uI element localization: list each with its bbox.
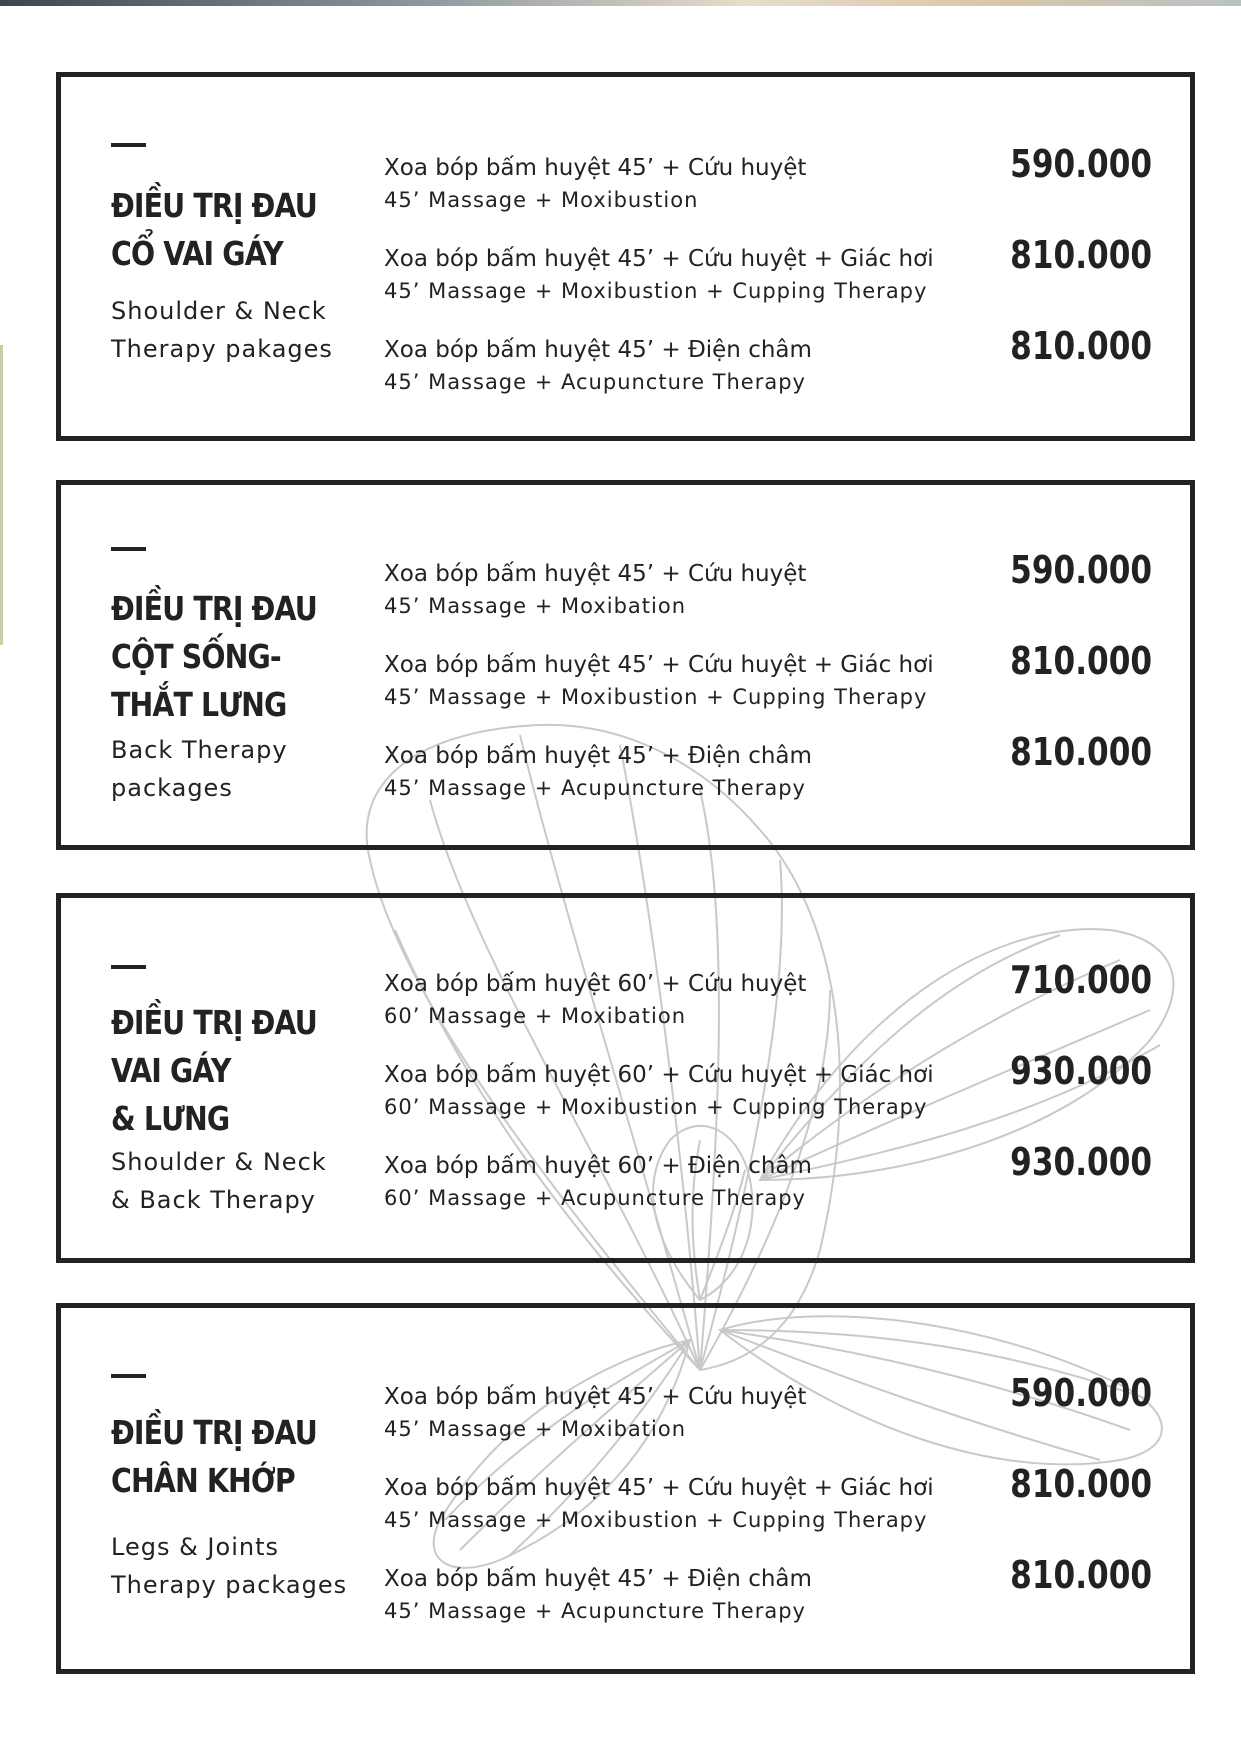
service-name-en: 45’ Massage + Acupuncture Therapy — [384, 370, 806, 394]
service-name-vn: Xoa bóp bấm huyệt 45’ + Điện châm — [384, 743, 812, 769]
service-price: 810.000 — [1010, 730, 1152, 774]
section-subtitle: Back Therapy packages — [111, 736, 288, 802]
service-item — [384, 1371, 1164, 1451]
service-name-vn: Xoa bóp bấm huyệt 45’ + Cứu huyệt + Giác hơi — [384, 1475, 934, 1501]
service-name-vn: Xoa bóp bấm huyệt 45’ + Điện châm — [384, 1566, 812, 1592]
service-item — [384, 639, 1164, 719]
service-name-en: 60’ Massage + Moxibation — [384, 1004, 687, 1028]
service-name-en: 60’ Massage + Moxibustion + Cupping Therapy — [384, 1095, 928, 1119]
section-title: ĐIỀU TRỊ ĐAU CỘT SỐNG- THẮT LƯNG — [111, 589, 317, 724]
package-panel-back — [56, 480, 1195, 850]
service-name-en: 45’ Massage + Moxibation — [384, 1417, 687, 1441]
service-name-vn: Xoa bóp bấm huyệt 60’ + Cứu huyệt — [384, 971, 807, 997]
service-item — [384, 1049, 1164, 1129]
package-panel-legs-joints — [56, 1303, 1195, 1674]
package-panel-shoulder-back — [56, 893, 1195, 1263]
service-price: 590.000 — [1010, 548, 1152, 592]
service-item — [384, 730, 1164, 810]
service-price: 930.000 — [1010, 1049, 1152, 1093]
section-title: ĐIỀU TRỊ ĐAU CHÂN KHỚP — [111, 1413, 317, 1500]
service-item — [384, 1462, 1164, 1542]
service-price: 930.000 — [1010, 1140, 1152, 1184]
service-price: 590.000 — [1010, 142, 1152, 186]
section-subtitle: Shoulder & Neck Therapy pakages — [111, 297, 333, 363]
section-dash — [111, 143, 146, 147]
service-name-en: 45’ Massage + Moxibustion + Cupping Therapy — [384, 1508, 928, 1532]
top-photo-strip — [0, 0, 1241, 6]
service-name-vn: Xoa bóp bấm huyệt 45’ + Cứu huyệt + Giác hơi — [384, 246, 934, 272]
service-name-vn: Xoa bóp bấm huyệt 45’ + Điện châm — [384, 337, 812, 363]
side-accent-bar — [0, 345, 3, 645]
service-item — [384, 958, 1164, 1038]
service-price: 810.000 — [1010, 324, 1152, 368]
service-name-en: 45’ Massage + Moxibustion + Cupping Therapy — [384, 685, 928, 709]
service-item — [384, 142, 1164, 222]
section-subtitle: Legs & Joints Therapy packages — [111, 1533, 348, 1599]
service-name-vn: Xoa bóp bấm huyệt 45’ + Cứu huyệt — [384, 155, 807, 181]
service-name-vn: Xoa bóp bấm huyệt 45’ + Cứu huyệt — [384, 1384, 807, 1410]
service-name-en: 45’ Massage + Moxibustion — [384, 188, 699, 212]
section-dash — [111, 965, 146, 969]
package-panel-neck-shoulder — [56, 72, 1195, 441]
service-price: 810.000 — [1010, 1462, 1152, 1506]
service-price: 810.000 — [1010, 233, 1152, 277]
section-title: ĐIỀU TRỊ ĐAU VAI GÁY & LƯNG — [111, 1003, 317, 1138]
service-price: 710.000 — [1010, 958, 1152, 1002]
service-item — [384, 324, 1164, 404]
service-name-vn: Xoa bóp bấm huyệt 45’ + Cứu huyệt + Giác hơi — [384, 652, 934, 678]
service-name-vn: Xoa bóp bấm huyệt 45’ + Cứu huyệt — [384, 561, 807, 587]
section-subtitle: Shoulder & Neck & Back Therapy — [111, 1148, 327, 1214]
service-name-vn: Xoa bóp bấm huyệt 60’ + Cứu huyệt + Giác hơi — [384, 1062, 934, 1088]
service-price: 810.000 — [1010, 639, 1152, 683]
service-item — [384, 233, 1164, 313]
section-title: ĐIỀU TRỊ ĐAU CỔ VAI GÁY — [111, 186, 317, 273]
service-name-en: 45’ Massage + Moxibation — [384, 594, 687, 618]
service-name-en: 60’ Massage + Acupuncture Therapy — [384, 1186, 806, 1210]
service-name-en: 45’ Massage + Acupuncture Therapy — [384, 1599, 806, 1623]
service-item — [384, 1553, 1164, 1633]
section-dash — [111, 547, 146, 551]
section-dash — [111, 1374, 146, 1378]
service-price: 810.000 — [1010, 1553, 1152, 1597]
service-name-vn: Xoa bóp bấm huyệt 60’ + Điện châm — [384, 1153, 812, 1179]
service-item — [384, 1140, 1164, 1220]
service-price: 590.000 — [1010, 1371, 1152, 1415]
service-item — [384, 548, 1164, 628]
service-name-en: 45’ Massage + Moxibustion + Cupping Therapy — [384, 279, 928, 303]
service-name-en: 45’ Massage + Acupuncture Therapy — [384, 776, 806, 800]
